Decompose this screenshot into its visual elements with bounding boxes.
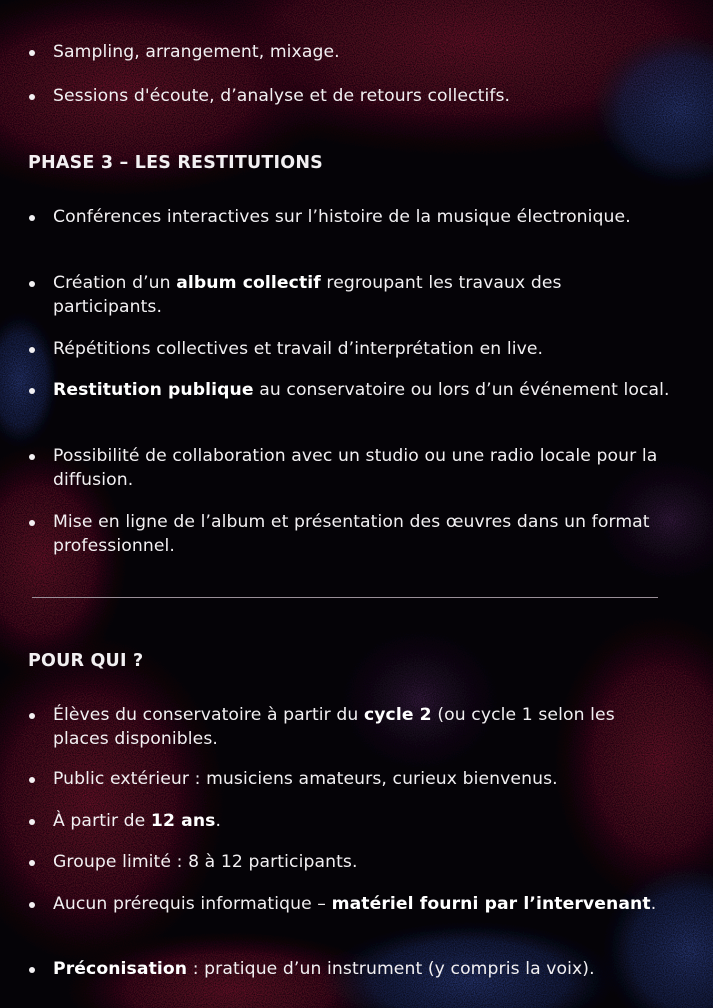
list-item: Mise en ligne de l’album et présentation des œuvres dans un format professionnel. [53, 510, 673, 558]
list-item: Conférences interactives sur l’histoire de la musique électronique. [53, 205, 673, 229]
list-item: Groupe limité : 8 à 12 participants. [53, 850, 673, 874]
list-item: À partir de 12 ans. [53, 809, 673, 833]
list-item: Aucun prérequis informatique – matériel fourni par l’intervenant. [53, 892, 673, 916]
list-item: Possibilité de collaboration avec un studio ou une radio locale pour la diffusion. [53, 444, 673, 492]
list-item: Élèves du conservatoire à partir du cycle 2 (ou cycle 1 selon les places disponibles. [53, 703, 673, 751]
heading-phase3: PHASE 3 – LES RESTITUTIONS [28, 153, 323, 173]
list-item: Répétitions collectives et travail d’interprétation en live. [53, 337, 673, 361]
list-item: Restitution publique au conservatoire ou lors d’un événement local. [53, 378, 673, 402]
list-item: Sessions d'écoute, d’analyse et de retours collectifs. [53, 84, 673, 108]
list-item: Préconisation : pratique d’un instrument (y compris la voix). [53, 957, 673, 981]
list-item: Public extérieur : musiciens amateurs, curieux bienvenus. [53, 767, 673, 791]
divider [32, 597, 658, 598]
list-item: Création d’un album collectif regroupant les travaux des participants. [53, 271, 673, 319]
heading-pour-qui: POUR QUI ? [28, 651, 144, 671]
list-item: Sampling, arrangement, mixage. [53, 40, 673, 64]
